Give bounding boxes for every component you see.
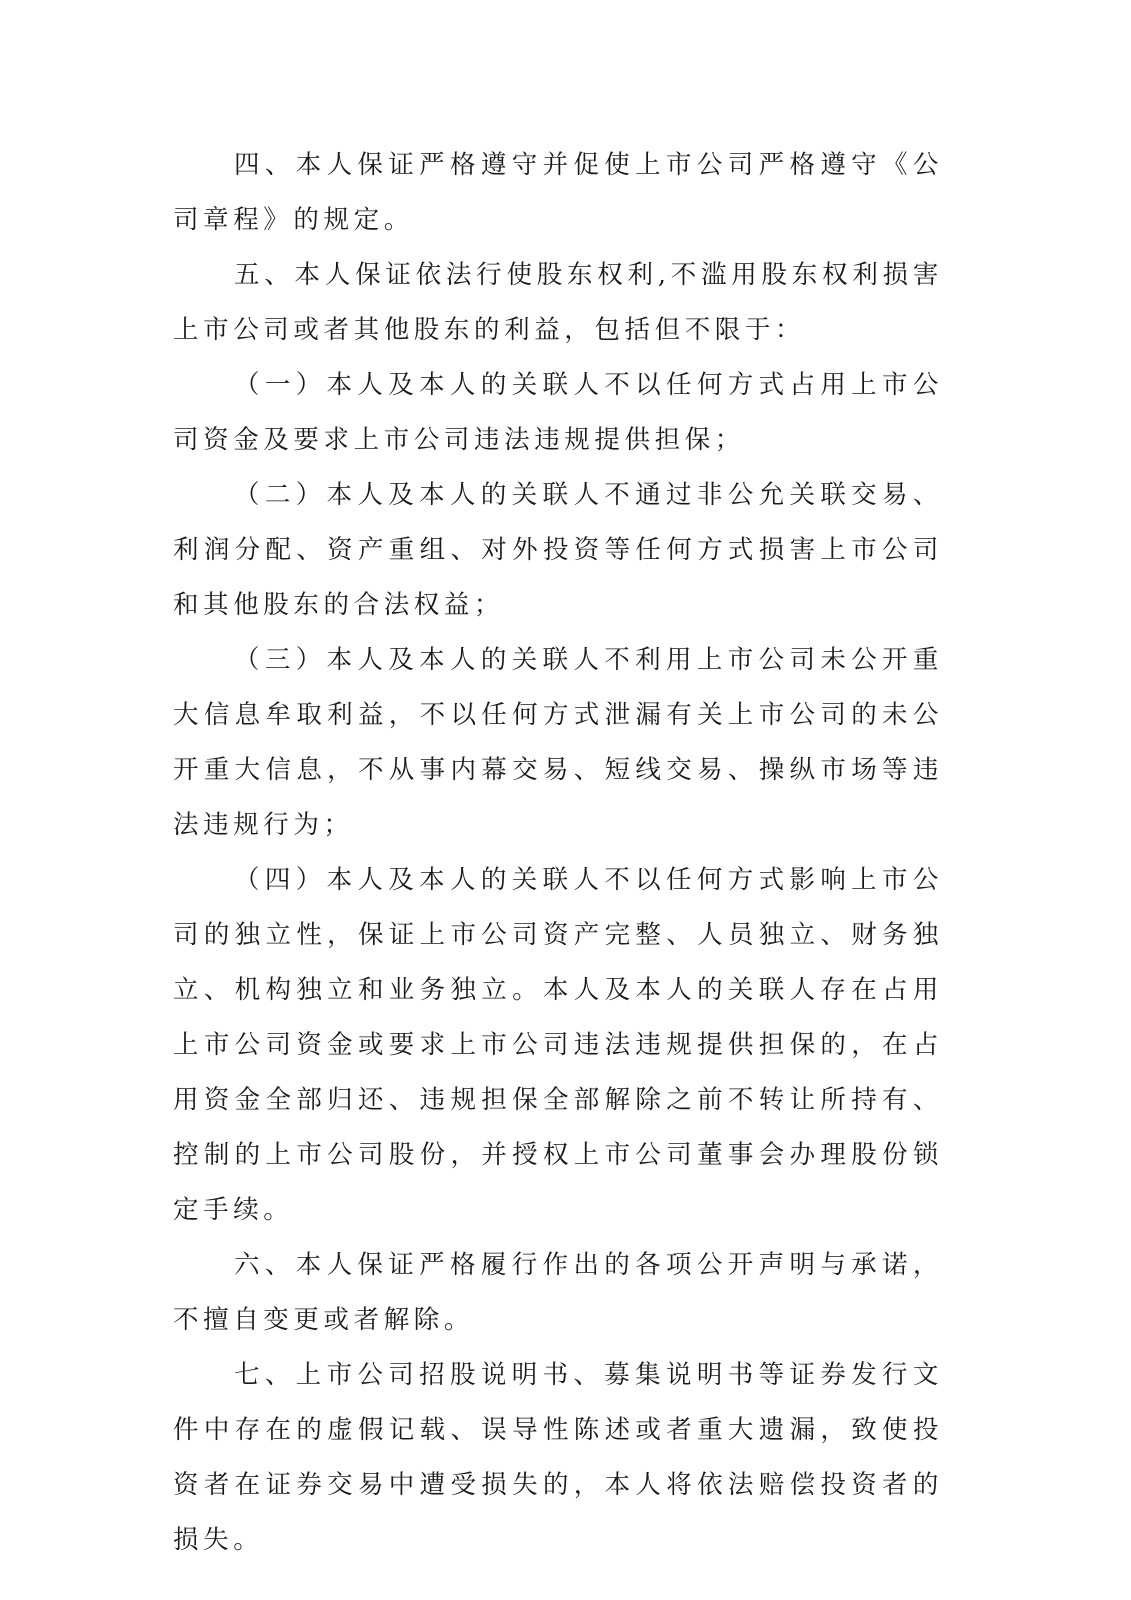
paragraph-subitem-3: （三）本人及本人的关联人不利用上市公司未公开重大信息牟取利益，不以任何方式泄漏有关上市公司的未公开重大信息，不从事内幕交易、短线交易、操纵市场等违法违规行为； [173, 645, 943, 840]
paragraph-item-four: 四、本人保证严格遵守并促使上市公司严格遵守《公司章程》的规定。 [173, 150, 943, 235]
document-body [173, 138, 943, 1568]
paragraph-subitem-2: （二）本人及本人的关联人不通过非公允关联交易、利润分配、资产重组、对外投资等任何方式损害上市公司和其他股东的合法权益； [173, 480, 943, 620]
paragraph-item-five: 五、本人保证依法行使股东权利,不滥用股东权利损害上市公司或者其他股东的利益，包括但不限于： [173, 260, 943, 345]
paragraph-subitem-1: （一）本人及本人的关联人不以任何方式占用上市公司资金及要求上市公司违法违规提供担保； [173, 370, 943, 455]
paragraph-item-six: 六、本人保证严格履行作出的各项公开声明与承诺，不擅自变更或者解除。 [173, 1250, 943, 1335]
paragraph-subitem-4: （四）本人及本人的关联人不以任何方式影响上市公司的独立性，保证上市公司资产完整、人员独立、财务独立、机构独立和业务独立。本人及本人的关联人存在占用上市公司资金或要求上市公司违法违规提供担保的，在占用资金全部归还、违规担保全部解除之前不转让所持有、控制的上市公司股份，并授权上市公司董事会办理股份锁定手续。 [173, 865, 943, 1225]
paragraph-item-seven: 七、上市公司招股说明书、募集说明书等证券发行文件中存在的虚假记载、误导性陈述或者重大遗漏，致使投资者在证券交易中遭受损失的，本人将依法赔偿投资者的损失。 [173, 1360, 943, 1555]
